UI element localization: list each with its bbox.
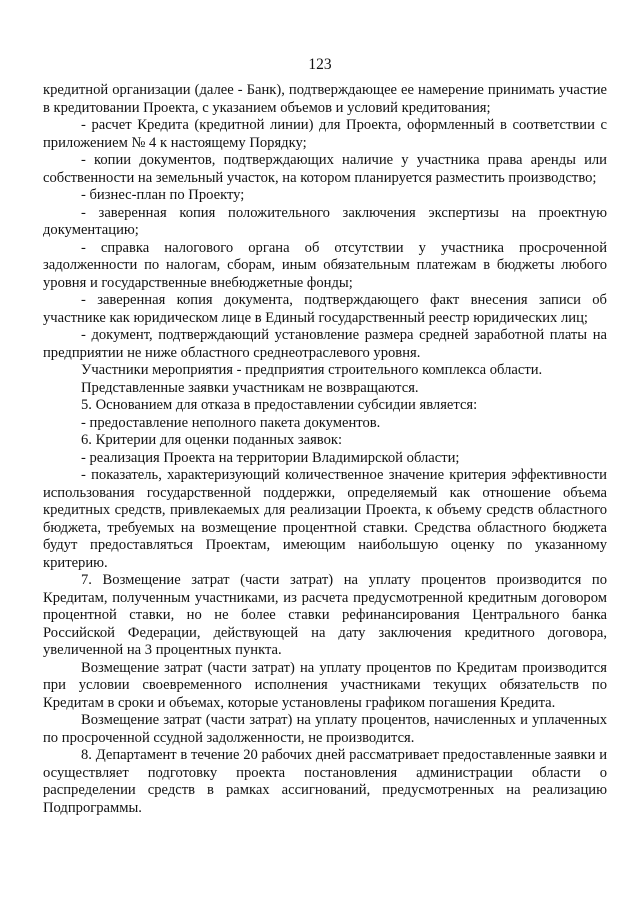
- paragraph-14: - реализация Проекта на территории Владимирской области;: [81, 449, 460, 466]
- paragraph-9: Участники мероприятия - предприятия строительного комплекса области.: [81, 362, 543, 378]
- paragraph-16: 7. Возмещение затрат (части затрат) на уплату процентов производится по Кредитам, полученным участниками, из расчета предусмотренной кредитным договором процентной ставки, но не более ставки рефинансирования Центрального банка Российской Федерации, действующей на дату заключения кредитного договора, увеличенной на 3 процентных пункта.: [43, 572, 607, 658]
- paragraph-17: Возмещение затрат (части затрат) на уплату процентов по Кредитам производится при условии своевременного исполнения участниками текущих обязательств по Кредитам в сроки и объемах, которые установлены графиком погашения Кредита.: [43, 659, 607, 711]
- paragraph-10: Представленные заявки участникам не возвращаются.: [81, 379, 419, 396]
- paragraph-8: - документ, подтверждающий установление размера средней заработной платы на предприятии не ниже областного среднеотраслевого уровня.: [43, 327, 607, 361]
- paragraph-11: 5. Основанием для отказа в предоставлении субсидии является:: [81, 397, 478, 413]
- paragraph-19: 8. Департамент в течение 20 рабочих дней рассматривает предоставленные заявки и осуществляет подготовку проекта постановления администрации области о распределении средств в рамках ассигнований, предусмотренных на реализацию Подпрограммы.: [43, 747, 607, 816]
- paragraph-15: - показатель, характеризующий количественное значение критерия эффективности использования государственной поддержки, определяемый как отношение объема кредитных средств, привлекаемых для реализации Проекта, к объему средств областного бюджета, требуемых на возмещение процентной ставки. Средства областного бюджета будут предоставляться Проектам, имеющим наибольшую оценку по указанному критерию.: [43, 467, 607, 571]
- document-body: [43, 82, 607, 817]
- paragraph-4: - бизнес-план по Проекту;: [81, 187, 245, 203]
- page-number: 123: [308, 56, 332, 73]
- paragraph-13: 6. Критерии для оценки поданных заявок:: [81, 432, 343, 448]
- paragraph-2: - расчет Кредита (кредитной линии) для Проекта, оформленный в соответствии с приложением № 4 к настоящему Порядку;: [43, 117, 607, 151]
- paragraph-12: - предоставление неполного пакета документов.: [81, 414, 381, 431]
- paragraph-6: - справка налогового органа об отсутствии у участника просроченной задолженности по налогам, сборам, иным обязательным платежам в бюджеты любого уровня и государственные внебюджетные фонды;: [43, 239, 607, 291]
- paragraph-18: Возмещение затрат (части затрат) на уплату процентов, начисленных и уплаченных по просроченной ссудной задолженности, не производится.: [43, 712, 607, 746]
- paragraph-7: - заверенная копия документа, подтверждающего факт внесения записи об участнике как юридическом лице в Единый государственный реестр юридических лиц;: [43, 292, 607, 326]
- paragraph-3: - копии документов, подтверждающих наличие у участника права аренды или собственности на земельный участок, на котором планируется разместить производство;: [43, 152, 607, 186]
- paragraph-5: - заверенная копия положительного заключения экспертизы на проектную документацию;: [43, 204, 607, 238]
- paragraph-1: кредитной организации (далее - Банк), подтверждающее ее намерение принимать участие в кредитовании Проекта, с указанием объемов и условий кредитования;: [43, 82, 607, 116]
